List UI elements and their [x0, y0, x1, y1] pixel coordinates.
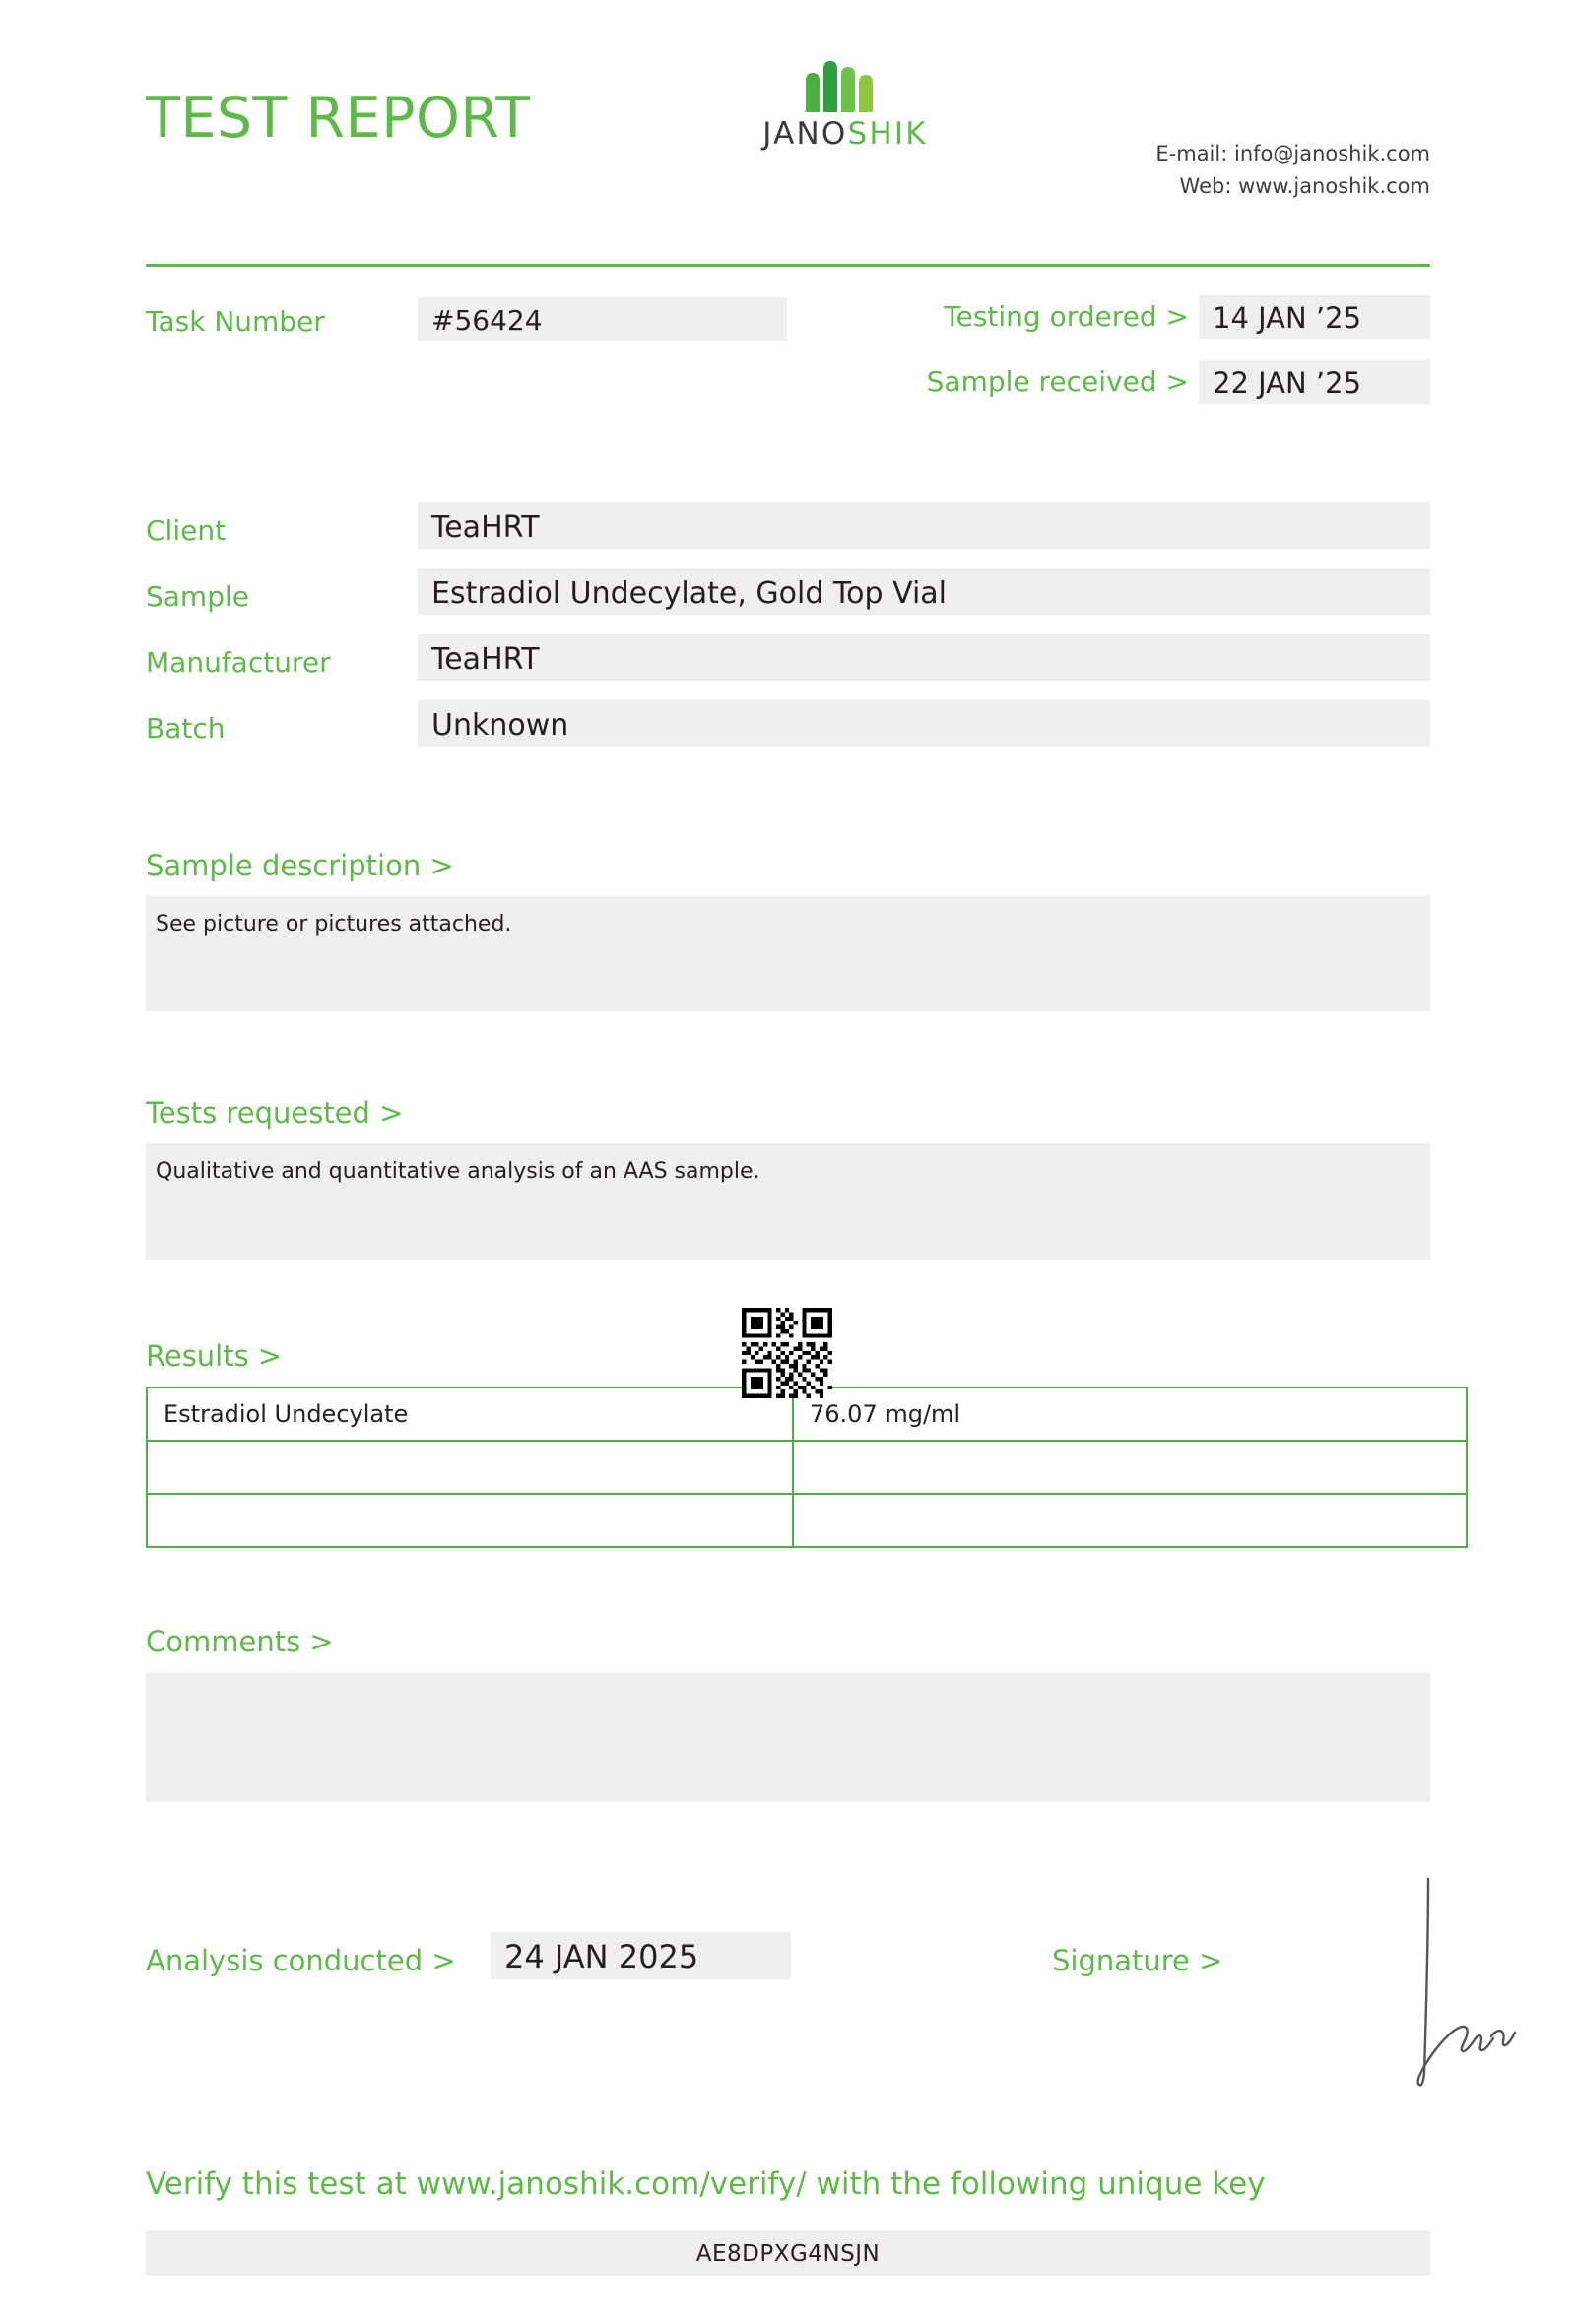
- page-title: TEST REPORT: [146, 86, 531, 151]
- result-substance-3: [147, 1494, 793, 1547]
- tests-requested-title: Tests requested >: [146, 1096, 404, 1130]
- header-divider: [146, 264, 1430, 267]
- comments-title: Comments >: [146, 1625, 334, 1658]
- signature-label: Signature >: [1052, 1944, 1223, 1977]
- table-row: [147, 1494, 1467, 1547]
- comments-section: [146, 1625, 1430, 1802]
- info-key-batch: Batch: [146, 712, 226, 744]
- sample-received-row: [879, 360, 1430, 406]
- contact-web: Web: www.janoshik.com: [1179, 173, 1430, 198]
- comments-text: [146, 1672, 1430, 1802]
- result-substance-1: Estradiol Undecylate: [147, 1388, 793, 1441]
- tests-requested-section: [146, 1096, 1430, 1260]
- result-amount-1: 76.07 mg/ml: [793, 1388, 1467, 1441]
- verify-text: Verify this test at www.janoshik.com/verify/ with the following unique key: [146, 2166, 1266, 2202]
- qr-code: [735, 1308, 839, 1398]
- testing-ordered-row: [879, 295, 1430, 341]
- info-row-manufacturer: [146, 634, 1430, 700]
- result-amount-2: [793, 1441, 1467, 1494]
- result-amount-3: [793, 1494, 1467, 1547]
- unique-key-value: AE8DPXG4NSJN: [146, 2230, 1430, 2276]
- results-section: [146, 1339, 1430, 1548]
- task-number-value: #56424: [418, 297, 787, 341]
- report-footer: [146, 1930, 1430, 2157]
- signature-image: [1407, 1871, 1525, 2098]
- janoshik-logo: [727, 59, 963, 152]
- info-value-batch: Unknown: [418, 700, 1430, 747]
- analysis-conducted-value: 24 JAN 2025: [491, 1932, 791, 1979]
- info-value-sample: Estradiol Undecylate, Gold Top Vial: [418, 568, 1430, 615]
- sample-info-table: [146, 502, 1430, 766]
- info-key-client: Client: [146, 514, 227, 547]
- logo-mark-icon: [727, 59, 963, 114]
- testing-ordered-value: 14 JAN ’25: [1199, 295, 1430, 339]
- analysis-conducted-label: Analysis conducted >: [146, 1944, 456, 1977]
- logo-text-shik: SHIK: [847, 116, 928, 152]
- table-row: [147, 1441, 1467, 1494]
- results-table: [146, 1387, 1468, 1548]
- info-value-client: TeaHRT: [418, 502, 1430, 549]
- logo-text-jano: JANO: [762, 116, 848, 152]
- results-title: Results >: [146, 1339, 283, 1373]
- logo-wordmark: [727, 116, 963, 152]
- info-key-sample: Sample: [146, 580, 249, 613]
- sample-received-value: 22 JAN ’25: [1199, 360, 1430, 404]
- task-row: [146, 295, 1430, 404]
- report-header: [146, 0, 1430, 207]
- info-row-client: [146, 502, 1430, 568]
- sample-description-title: Sample description >: [146, 849, 454, 882]
- sample-description-text: See picture or pictures attached.: [146, 896, 1430, 1011]
- contact-info: [1155, 138, 1430, 202]
- sample-description-section: [146, 849, 1430, 1011]
- testing-ordered-label: Testing ordered >: [944, 300, 1189, 333]
- sample-received-label: Sample received >: [926, 365, 1189, 398]
- info-row-batch: [146, 700, 1430, 766]
- result-substance-2: [147, 1441, 793, 1494]
- info-row-sample: [146, 568, 1430, 634]
- tests-requested-text: Qualitative and quantitative analysis of an AAS sample.: [146, 1143, 1430, 1260]
- report-content: [146, 0, 1430, 2267]
- info-key-manufacturer: Manufacturer: [146, 646, 331, 678]
- task-number-label: Task Number: [146, 305, 325, 338]
- info-value-manufacturer: TeaHRT: [418, 634, 1430, 681]
- contact-email: E-mail: info@janoshik.com: [1155, 142, 1430, 165]
